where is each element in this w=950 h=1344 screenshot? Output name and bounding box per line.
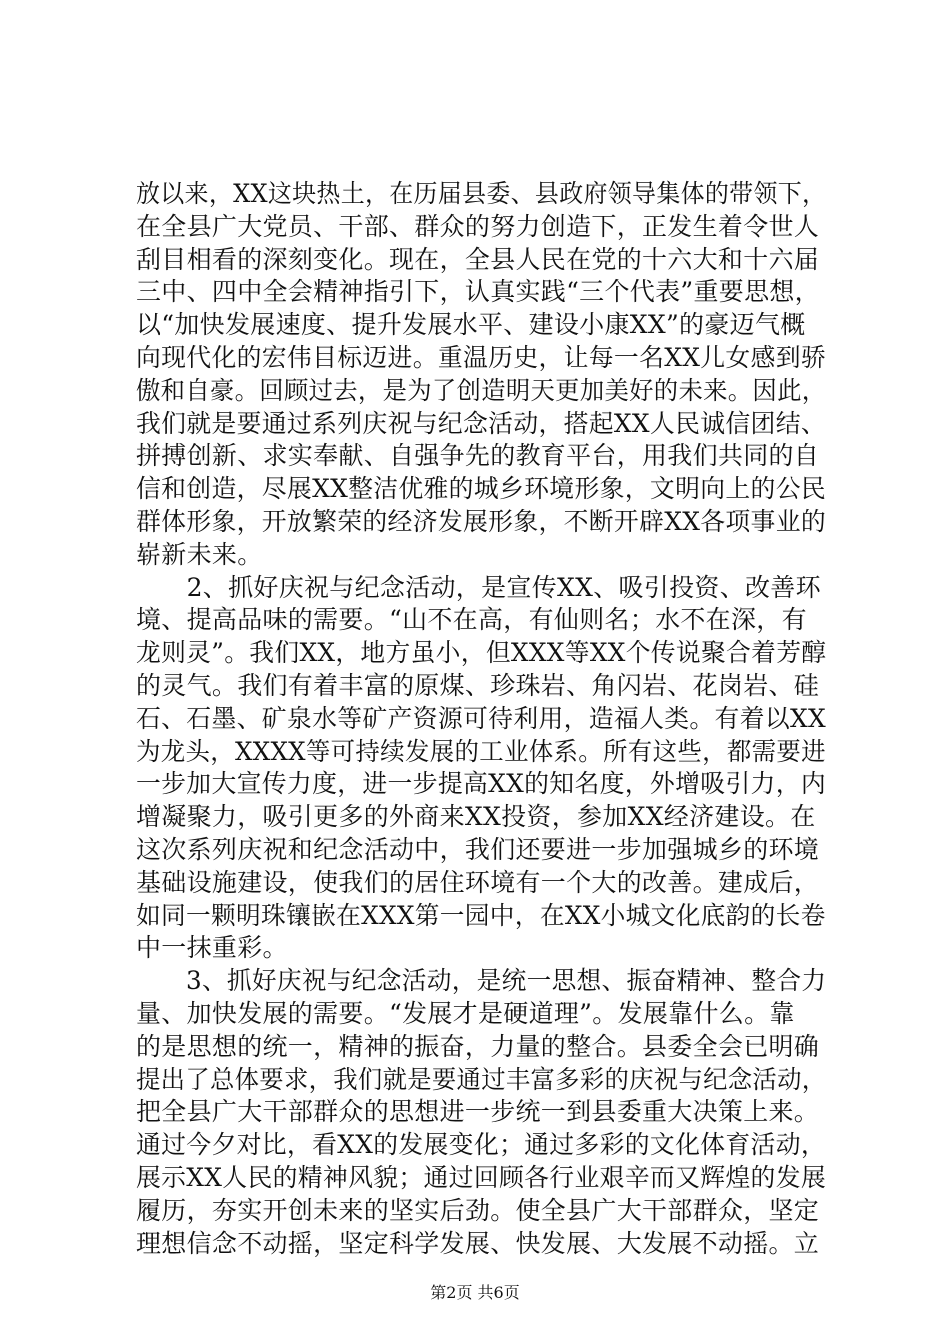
text-line: 通过今夕对比，看XX的发展变化；通过多彩的文化体育活动， — [136, 1130, 826, 1160]
text-line: 刮目相看的深刻变化。现在，全县人民在党的十六大和十六届 — [136, 244, 820, 274]
text-line: 三中、四中全会精神指引下，认真实践“三个代表”重要思想， — [136, 277, 820, 307]
page-footer: 第2页 共6页 — [430, 1283, 520, 1302]
text-line: 如同一颗明珠镶嵌在XXX第一园中，在XX小城文化底韵的长卷 — [136, 900, 826, 930]
text-line: 量、加快发展的需要。“发展才是硬道理”。发展靠什么。靠 — [136, 998, 795, 1028]
text-line: 基础设施建设，使我们的居住环境有一个大的改善。建成后， — [136, 867, 820, 897]
text-line: 2、抓好庆祝与纪念活动，是宣传XX、吸引投资、改善环 — [136, 572, 821, 602]
text-line: 展示XX人民的精神风貌；通过回顾各行业艰辛而又辉煌的发展 — [136, 1162, 826, 1192]
text-line: 中一抹重彩。 — [136, 933, 288, 963]
body-text — [136, 178, 826, 1260]
text-line: 的是思想的统一，精神的振奋，力量的整合。县委全会已明确 — [136, 1031, 820, 1061]
text-line: 以“加快发展速度、提升发展水平、建设小康XX”的豪迈气概 — [136, 310, 806, 340]
text-line: 增凝聚力，吸引更多的外商来XX投资，参加XX经济建设。在 — [136, 802, 816, 832]
text-line: 信和创造，尽展XX整洁优雅的城乡环境形象，文明向上的公民 — [136, 474, 826, 504]
text-line: 把全县广大干部群众的思想进一步统一到县委重大决策上来。 — [136, 1097, 820, 1127]
text-line: 向现代化的宏伟目标迈进。重温历史，让每一名XX儿女感到骄 — [136, 342, 826, 372]
text-line: 拼搏创新、求实奉献、自强争先的教育平台，用我们共同的自 — [136, 441, 820, 471]
text-line: 石、石墨、矿泉水等矿产资源可待利用，造福人类。有着以XX — [136, 703, 826, 733]
text-line: 理想信念不动摇，坚定科学发展、快发展、大发展不动摇。立 — [136, 1228, 820, 1258]
text-line: 在全县广大党员、干部、群众的努力创造下，正发生着令世人 — [136, 211, 820, 241]
text-line: 我们就是要通过系列庆祝与纪念活动，搭起XX人民诚信团结、 — [136, 408, 826, 438]
text-line: 放以来，XX这块热土，在历届县委、县政府领导集体的带领下， — [136, 179, 827, 208]
text-line: 境、提高品味的需要。“山不在高，有仙则名；水不在深，有 — [136, 605, 807, 635]
text-line: 群体形象，开放繁荣的经济发展形象，不断开辟XX各项事业的 — [136, 506, 826, 536]
text-line: 傲和自豪。回顾过去，是为了创造明天更加美好的未来。因此， — [136, 375, 827, 405]
text-line: 一步加大宣传力度，进一步提高XX的知名度，外增吸引力，内 — [136, 769, 826, 799]
text-line: 3、抓好庆祝与纪念活动，是统一思想、振奋精神、整合力 — [136, 966, 827, 996]
text-line: 为龙头，XXXX等可持续发展的工业体系。所有这些，都需要进 — [136, 736, 826, 766]
text-line: 崭新未来。 — [136, 539, 263, 569]
text-line: 履历，夯实开创未来的坚实后劲。使全县广大干部群众，坚定 — [136, 1195, 820, 1225]
text-line: 龙则灵”。我们XX，地方虽小，但XXX等XX个传说聚合着芳醇 — [136, 638, 827, 668]
text-line: 的灵气。我们有着丰富的原煤、珍珠岩、角闪岩、花岗岩、硅 — [136, 670, 820, 700]
text-line: 提出了总体要求，我们就是要通过丰富多彩的庆祝与纪念活动， — [136, 1064, 827, 1094]
text-line: 这次系列庆祝和纪念活动中，我们还要进一步加强城乡的环境 — [136, 834, 820, 864]
